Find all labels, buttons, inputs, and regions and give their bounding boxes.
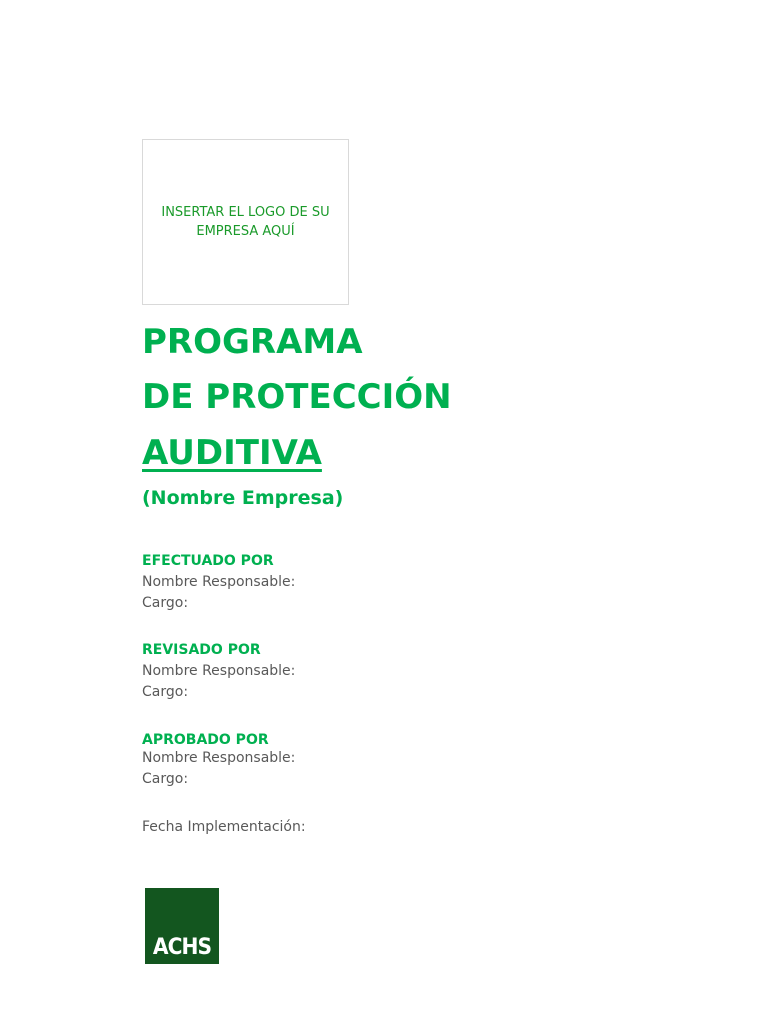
section-heading-efectuado: EFECTUADO POR bbox=[142, 553, 274, 569]
document-title-line-2: DE PROTECCIÓN bbox=[142, 377, 452, 417]
company-name: (Nombre Empresa) bbox=[142, 487, 344, 509]
cargo-label-efectuado: Cargo: bbox=[142, 595, 189, 611]
cargo-label-aprobado: Cargo: bbox=[142, 771, 189, 787]
document-title-line-1: PROGRAMA bbox=[142, 322, 363, 362]
cargo-label-revisado: Cargo: bbox=[142, 684, 189, 700]
fecha-implementacion-label: Fecha Implementación: bbox=[142, 819, 306, 835]
responsable-label-aprobado: Nombre Responsable: bbox=[142, 750, 296, 766]
responsable-label-revisado: Nombre Responsable: bbox=[142, 663, 296, 679]
logo-placeholder-box bbox=[142, 139, 349, 305]
section-heading-revisado: REVISADO POR bbox=[142, 642, 261, 658]
document-title-line-3: AUDITIVA bbox=[142, 433, 322, 473]
achs-logo-text: ACHS bbox=[152, 935, 212, 960]
responsable-label-efectuado: Nombre Responsable: bbox=[142, 574, 296, 590]
achs-logo bbox=[145, 888, 219, 964]
logo-placeholder-text: INSERTAR EL LOGO DE SU EMPRESA AQUÍ bbox=[161, 205, 330, 239]
section-heading-aprobado: APROBADO POR bbox=[142, 732, 269, 748]
